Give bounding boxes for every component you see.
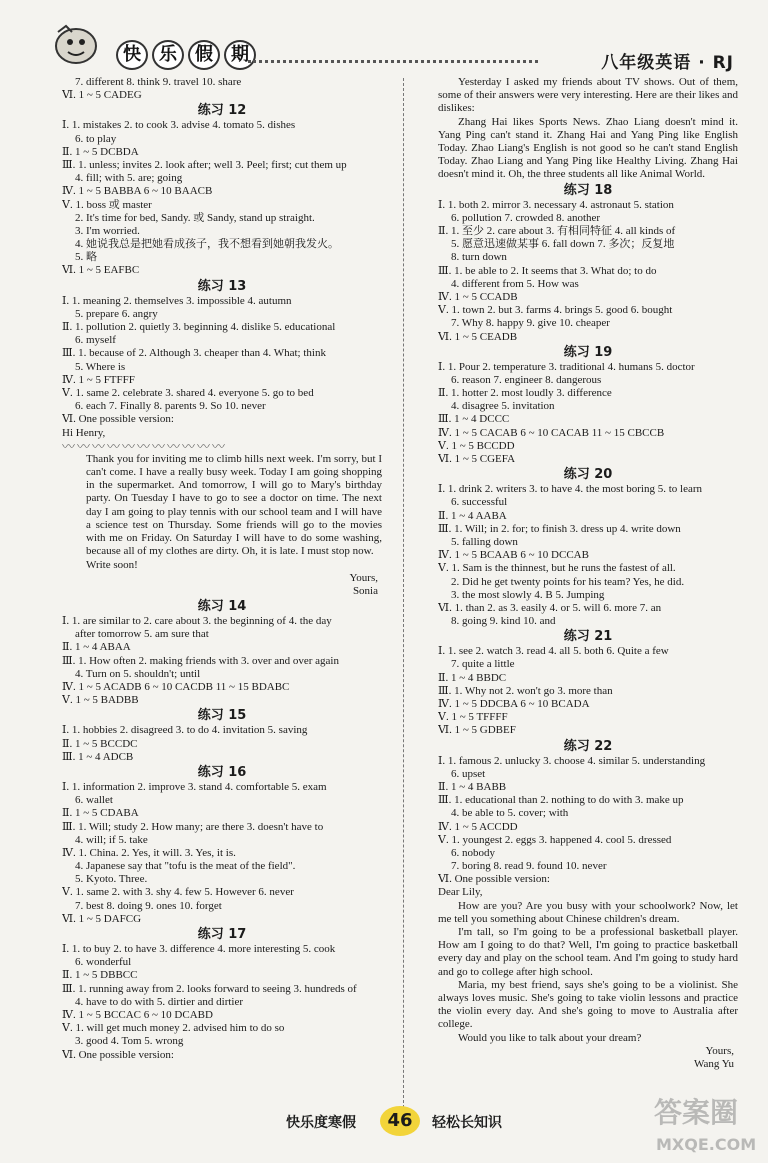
page-header	[0, 0, 768, 74]
answer-line: Ⅰ. 1. see 2. watch 3. read 4. all 5. both 6. Quite a few	[438, 645, 669, 658]
answer-line: Ⅲ. 1. Will; in 2. for; to finish 3. dress up 4. write down	[438, 522, 681, 535]
answer-line: 4. fill; with 5. are; going	[75, 172, 183, 185]
answer-line: Ⅲ. 1. How often 2. making friends with 3. over and over again	[62, 654, 339, 667]
answer-line: 2. Did he get twenty points for his team? Yes, he did.	[451, 575, 685, 588]
answer-line: 6. pollution 7. crowded 8. another	[451, 211, 601, 224]
answer-line: 4. will; if 5. take	[75, 833, 148, 846]
handwritten-scribble: 〰〰〰〰〰〰〰〰〰〰〰	[62, 439, 228, 453]
answer-line: Ⅵ. 1 ~ 5 GDBEF	[438, 724, 516, 737]
exercise-title: 练习 18	[563, 182, 613, 198]
answer-line: Ⅵ. One possible version:	[62, 413, 174, 426]
letter-body: Thank you for inviting me to climb hills next week. I'm sorry, but I can't come. I have a really busy week. Today I am going shopping in the supermarket. And tomorrow, I will go to Mary's birthday party. On Tuesday I have to go to see a doctor on time. The next day I am going to play tennis with our school team and I will have a science test on Thursday. Some friends will go to the movies with me on Friday. On Saturday I will have to do some washing, because all of my clothes are dirty. Oh, it is late. I must stop now.	[86, 452, 382, 558]
answer-line: Ⅵ. One possible version:	[62, 1048, 174, 1061]
answer-line: Ⅱ. 1 ~ 4 ABAA	[62, 641, 131, 654]
answer-line: Ⅰ. 1. both 2. mirror 3. necessary 4. astronaut 5. station	[438, 198, 674, 211]
answer-line: Ⅴ. 1. boss 或 master	[62, 198, 152, 211]
answer-line: Ⅲ. 1. unless; invites 2. look after; well 3. Peel; first; cut them up	[62, 158, 347, 171]
answer-line: Ⅴ. 1. same 2. with 3. shy 4. few 5. However 6. never	[62, 886, 294, 899]
essay-paragraph: Zhang Hai likes Sports News. Zhao Liang doesn't mind it. Yang Ping can't stand it. Zhang Hai and Yang Ping like English Today. Zhao Liang's English is not good so he can't stand English Today. Zhao Liang and Yang Ping like Healthy Living. Zhang Hai doesn't mind it. Oh, the three students all like Animal World.	[438, 115, 738, 181]
answer-line: Ⅳ. 1 ~ 5 DDCBA 6 ~ 10 BCADA	[438, 698, 590, 710]
answer-line: Ⅳ. 1 ~ 5 CACAB 6 ~ 10 CACAB 11 ~ 15 CBCCB	[438, 426, 665, 439]
cartoon-mascot-icon	[52, 22, 102, 66]
letter-sign-name: Wang Yu	[694, 1058, 734, 1071]
answer-line: Ⅱ. 1. 至少 2. care about 3. 有相同特征 4. all kinds of	[438, 225, 676, 237]
answer-line: Ⅰ. 1. information 2. improve 3. stand 4. comfortable 5. exam	[62, 780, 327, 793]
answer-line: Ⅱ. 1 ~ 5 CDABA	[62, 807, 139, 820]
answer-line: Ⅵ. 1 ~ 5 CGEFA	[438, 453, 516, 465]
answer-line: Ⅵ. 1 ~ 5 DAFCG	[62, 912, 142, 925]
watermark-text: 答案圈	[654, 1096, 739, 1129]
answer-line: Ⅵ. 1 ~ 5 EAFBC	[62, 264, 140, 277]
watermark-logo	[650, 1088, 760, 1158]
answer-line: 6. wonderful	[75, 956, 132, 969]
answer-line: 2. It's time for bed, Sandy. 或 Sandy, stand up straight.	[75, 211, 315, 224]
answer-line: 3. the most slowly 4. B 5. Jumping	[451, 588, 605, 601]
answer-line: 3. good 4. Tom 5. wrong	[75, 1035, 184, 1048]
page-number: 46	[380, 1106, 420, 1136]
answer-line: Ⅴ. 1 ~ 5 BCCDD	[438, 439, 515, 452]
answer-line: Ⅲ. 1. educational than 2. nothing to do with 3. make up	[438, 794, 684, 807]
answer-line: Ⅵ. 1 ~ 5 CADEG	[62, 89, 142, 102]
answer-line: Ⅰ. 1. hobbies 2. disagreed 3. to do 4. invitation 5. saving	[62, 724, 308, 737]
answer-line: 6. reason 7. engineer 8. dangerous	[451, 373, 602, 386]
exercise-title: 练习 13	[197, 278, 247, 294]
answer-line: Ⅵ. 1 ~ 5 CEADB	[438, 330, 518, 343]
answer-line: Ⅲ. 1 ~ 4 ADCB	[62, 750, 134, 763]
answer-line: 6. each 7. Finally 8. parents 9. So 10. never	[75, 400, 266, 413]
answer-line: Ⅳ. 1 ~ 5 FTFFF	[62, 373, 135, 386]
answer-line: 5. Kyoto. Three.	[75, 873, 148, 886]
exercise-title: 练习 15	[197, 708, 247, 724]
exercise-title: 练习 12	[197, 103, 247, 119]
answer-line: Ⅴ. 1. same 2. celebrate 3. shared 4. everyone 5. go to bed	[62, 386, 314, 399]
answer-line: 4. be able to 5. cover; with	[451, 807, 569, 820]
answer-line: Ⅰ. 1. Pour 2. temperature 3. traditional 4. humans 5. doctor	[438, 360, 695, 373]
subject-title: 八年级英语 · RJ	[601, 53, 734, 73]
answer-line: Ⅴ. 1. Sam is the thinnest, but he runs the fastest of all.	[438, 562, 676, 575]
letter-paragraph: Would you like to talk about your dream?	[458, 1031, 642, 1044]
letter-paragraph: I'm tall, so I'm going to be a professional basketball player. How am I going to do that? Well, I'm going to practice basketball every day and play on the school team. And I'm going to study hard and go to college after high school.	[438, 926, 738, 978]
answer-line: Dear Lily,	[438, 886, 483, 899]
answer-line: 4. Japanese say that "tofu is the meat of the field".	[75, 860, 296, 873]
answer-line: Ⅱ. 1 ~ 5 DBBCC	[62, 969, 138, 982]
exercise-title: 练习 14	[197, 599, 247, 615]
answer-line: 5. prepare 6. angry	[75, 307, 158, 320]
footer-right-text: 轻松长知识	[432, 1115, 502, 1131]
answer-line: Ⅵ. One possible version:	[438, 873, 550, 886]
answer-line: Ⅱ. 1 ~ 5 DCBDA	[62, 145, 139, 158]
answer-list-right	[438, 182, 738, 900]
answer-line: 5. Where is	[75, 360, 126, 373]
answer-list-left-bottom	[62, 598, 382, 1062]
exercise-title: 练习 16	[197, 764, 247, 780]
logo-char: 乐	[152, 40, 184, 70]
answer-line: 6. successful	[451, 496, 508, 509]
answer-line: after tomorrow 5. am sure that	[75, 628, 209, 641]
left-column	[62, 76, 382, 1062]
exercise-title: 练习 17	[197, 927, 247, 942]
answer-line: 6. wallet	[75, 794, 113, 807]
answer-line: 8. going 9. kind 10. and	[451, 615, 556, 628]
answer-line: 6. upset	[451, 767, 486, 780]
answer-line: 4. Turn on 5. shouldn't; until	[75, 667, 201, 680]
answer-line: Ⅲ. 1. Will; study 2. How many; are there 3. doesn't have to	[62, 820, 324, 833]
column-divider	[403, 78, 404, 1118]
letter-paragraph: How are you? Are you busy with your schoolwork? Now, let me tell you something about Chinese children's dream.	[438, 899, 738, 925]
answer-line: Ⅰ. 1. meaning 2. themselves 3. impossible 4. autumn	[62, 294, 292, 307]
letter-sign-name: Sonia	[352, 584, 378, 597]
exercise-title: 练习 20	[563, 467, 613, 483]
answer-line: 7. different 8. think 9. travel 10. share	[75, 76, 242, 88]
letter-closing: Write soon!	[86, 558, 138, 571]
answer-line: Ⅳ. 1 ~ 5 BABBA 6 ~ 10 BAACB	[62, 185, 213, 198]
answer-list-left-top	[62, 76, 382, 440]
answer-line: 5. falling down	[451, 535, 518, 548]
answer-line: 4. different from 5. How was	[451, 277, 579, 290]
watermark-url: MXQE.COM	[656, 1135, 757, 1154]
answer-line: Ⅱ. 1 ~ 5 BCCDC	[62, 737, 138, 750]
answer-line: Ⅲ. 1 ~ 4 DCCC	[438, 413, 510, 426]
logo-char: 假	[188, 40, 220, 70]
answer-line: 5. 略	[75, 251, 97, 264]
answer-line: Ⅴ. 1. will get much money 2. advised him to do so	[62, 1022, 285, 1035]
answer-line: 4. have to do with 5. dirtier and dirtier	[75, 995, 244, 1008]
answer-line: Ⅱ. 1 ~ 4 BBDC	[438, 671, 507, 684]
answer-line: Ⅴ. 1. town 2. but 3. farms 4. brings 5. good 6. bought	[438, 304, 673, 317]
logo-char: 期	[224, 40, 256, 70]
answer-line: Ⅰ. 1. are similar to 2. care about 3. the beginning of 4. the day	[62, 615, 332, 628]
exercise-title: 练习 21	[563, 629, 613, 645]
answer-line: Ⅴ. 1 ~ 5 BADBB	[62, 694, 139, 707]
answer-line: Ⅲ. 1. because of 2. Although 3. cheaper than 4. What; think	[62, 347, 326, 360]
answer-line: Ⅰ. 1. mistakes 2. to cook 3. advise 4. tomato 5. dishes	[62, 119, 296, 132]
letter-sign-yours: Yours,	[705, 1044, 734, 1057]
answer-line: Ⅳ. 1. China. 2. Yes, it will. 3. Yes, it is.	[62, 846, 236, 859]
answer-line: Ⅵ. 1. than 2. as 3. easily 4. or 5. will 6. more 7. an	[438, 601, 662, 614]
answer-line: Ⅲ. 1. Why not 2. won't go 3. more than	[438, 684, 613, 697]
answer-line: Hi Henry,	[62, 426, 106, 439]
answer-line: 6. to play	[75, 132, 117, 145]
answer-line: 5. 愿意迅速做某事 6. fall down 7. 多次；反复地	[451, 238, 675, 251]
answer-line: Ⅳ. 1 ~ 5 ACCDD	[438, 820, 518, 833]
essay-paragraph: Yesterday I asked my friends about TV shows. Out of them, some of their answers were very interesting. Here are their likes and dislikes:	[438, 76, 738, 115]
answer-line: Ⅱ. 1 ~ 4 BABB	[438, 780, 507, 793]
answer-line: Ⅲ. 1. be able to 2. It seems that 3. What do; to do	[438, 264, 657, 277]
answer-line: 7. boring 8. read 9. found 10. never	[451, 860, 607, 873]
answer-line: Ⅳ. 1 ~ 5 BCAAB 6 ~ 10 DCCAB	[438, 549, 589, 562]
answer-line: Ⅴ. 1. youngest 2. eggs 3. happened 4. cool 5. dressed	[438, 833, 672, 846]
answer-line: 7. quite a little	[451, 658, 515, 671]
exercise-title: 练习 19	[563, 344, 613, 360]
answer-line: 7. Why 8. happy 9. give 10. cheaper	[451, 317, 610, 330]
answer-line: Ⅱ. 1. pollution 2. quietly 3. beginning 4. dislike 5. educational	[62, 321, 336, 333]
right-column	[438, 76, 738, 1071]
letter-paragraph: Maria, my best friend, says she's going to be a violinist. She always loves music. She's going to take violin lessons and practice the violin every day. And she's going to move to Australia after college.	[438, 978, 738, 1031]
letter-sign-yours: Yours,	[349, 571, 378, 584]
answer-line: Ⅰ. 1. to buy 2. to have 3. difference 4. more interesting 5. cook	[62, 943, 336, 955]
answer-line: 7. best 8. doing 9. ones 10. forget	[75, 899, 222, 912]
header-dotted-rule	[248, 60, 538, 63]
answer-line: Ⅳ. 1 ~ 5 CCADB	[438, 290, 518, 303]
answer-line: 6. myself	[75, 334, 116, 347]
exercise-title: 练习 22	[563, 738, 613, 754]
answer-line: Ⅲ. 1. running away from 2. looks forward to seeing 3. hundreds of	[62, 982, 357, 995]
answer-line: 4. disagree 5. invitation	[451, 400, 555, 413]
answer-line: Ⅴ. 1 ~ 5 TFFFF	[438, 711, 508, 724]
answer-line: Ⅱ. 1. hotter 2. most loudly 3. difference	[438, 387, 612, 400]
answer-line: 4. 她说我总是把她看成孩子，我不想看到她朝我发火。	[75, 238, 339, 251]
logo-char: 快	[116, 40, 148, 70]
footer-left-text: 快乐度寒假	[286, 1115, 356, 1131]
answer-line: 8. turn down	[451, 251, 507, 264]
answer-line: Ⅰ. 1. drink 2. writers 3. to have 4. the most boring 5. to learn	[438, 483, 703, 496]
answer-line: Ⅱ. 1 ~ 4 AABA	[438, 509, 507, 522]
header-logo	[116, 40, 256, 70]
answer-line: 6. nobody	[451, 846, 495, 859]
answer-line: Ⅰ. 1. famous 2. unlucky 3. choose 4. similar 5. understanding	[438, 754, 706, 767]
answer-line: Ⅳ. 1 ~ 5 ACADB 6 ~ 10 CACDB 11 ~ 15 BDABC	[62, 681, 290, 693]
answer-line: 3. I'm worried.	[75, 224, 140, 237]
answer-line: Ⅳ. 1 ~ 5 BCCAC 6 ~ 10 DCABD	[62, 1008, 213, 1021]
